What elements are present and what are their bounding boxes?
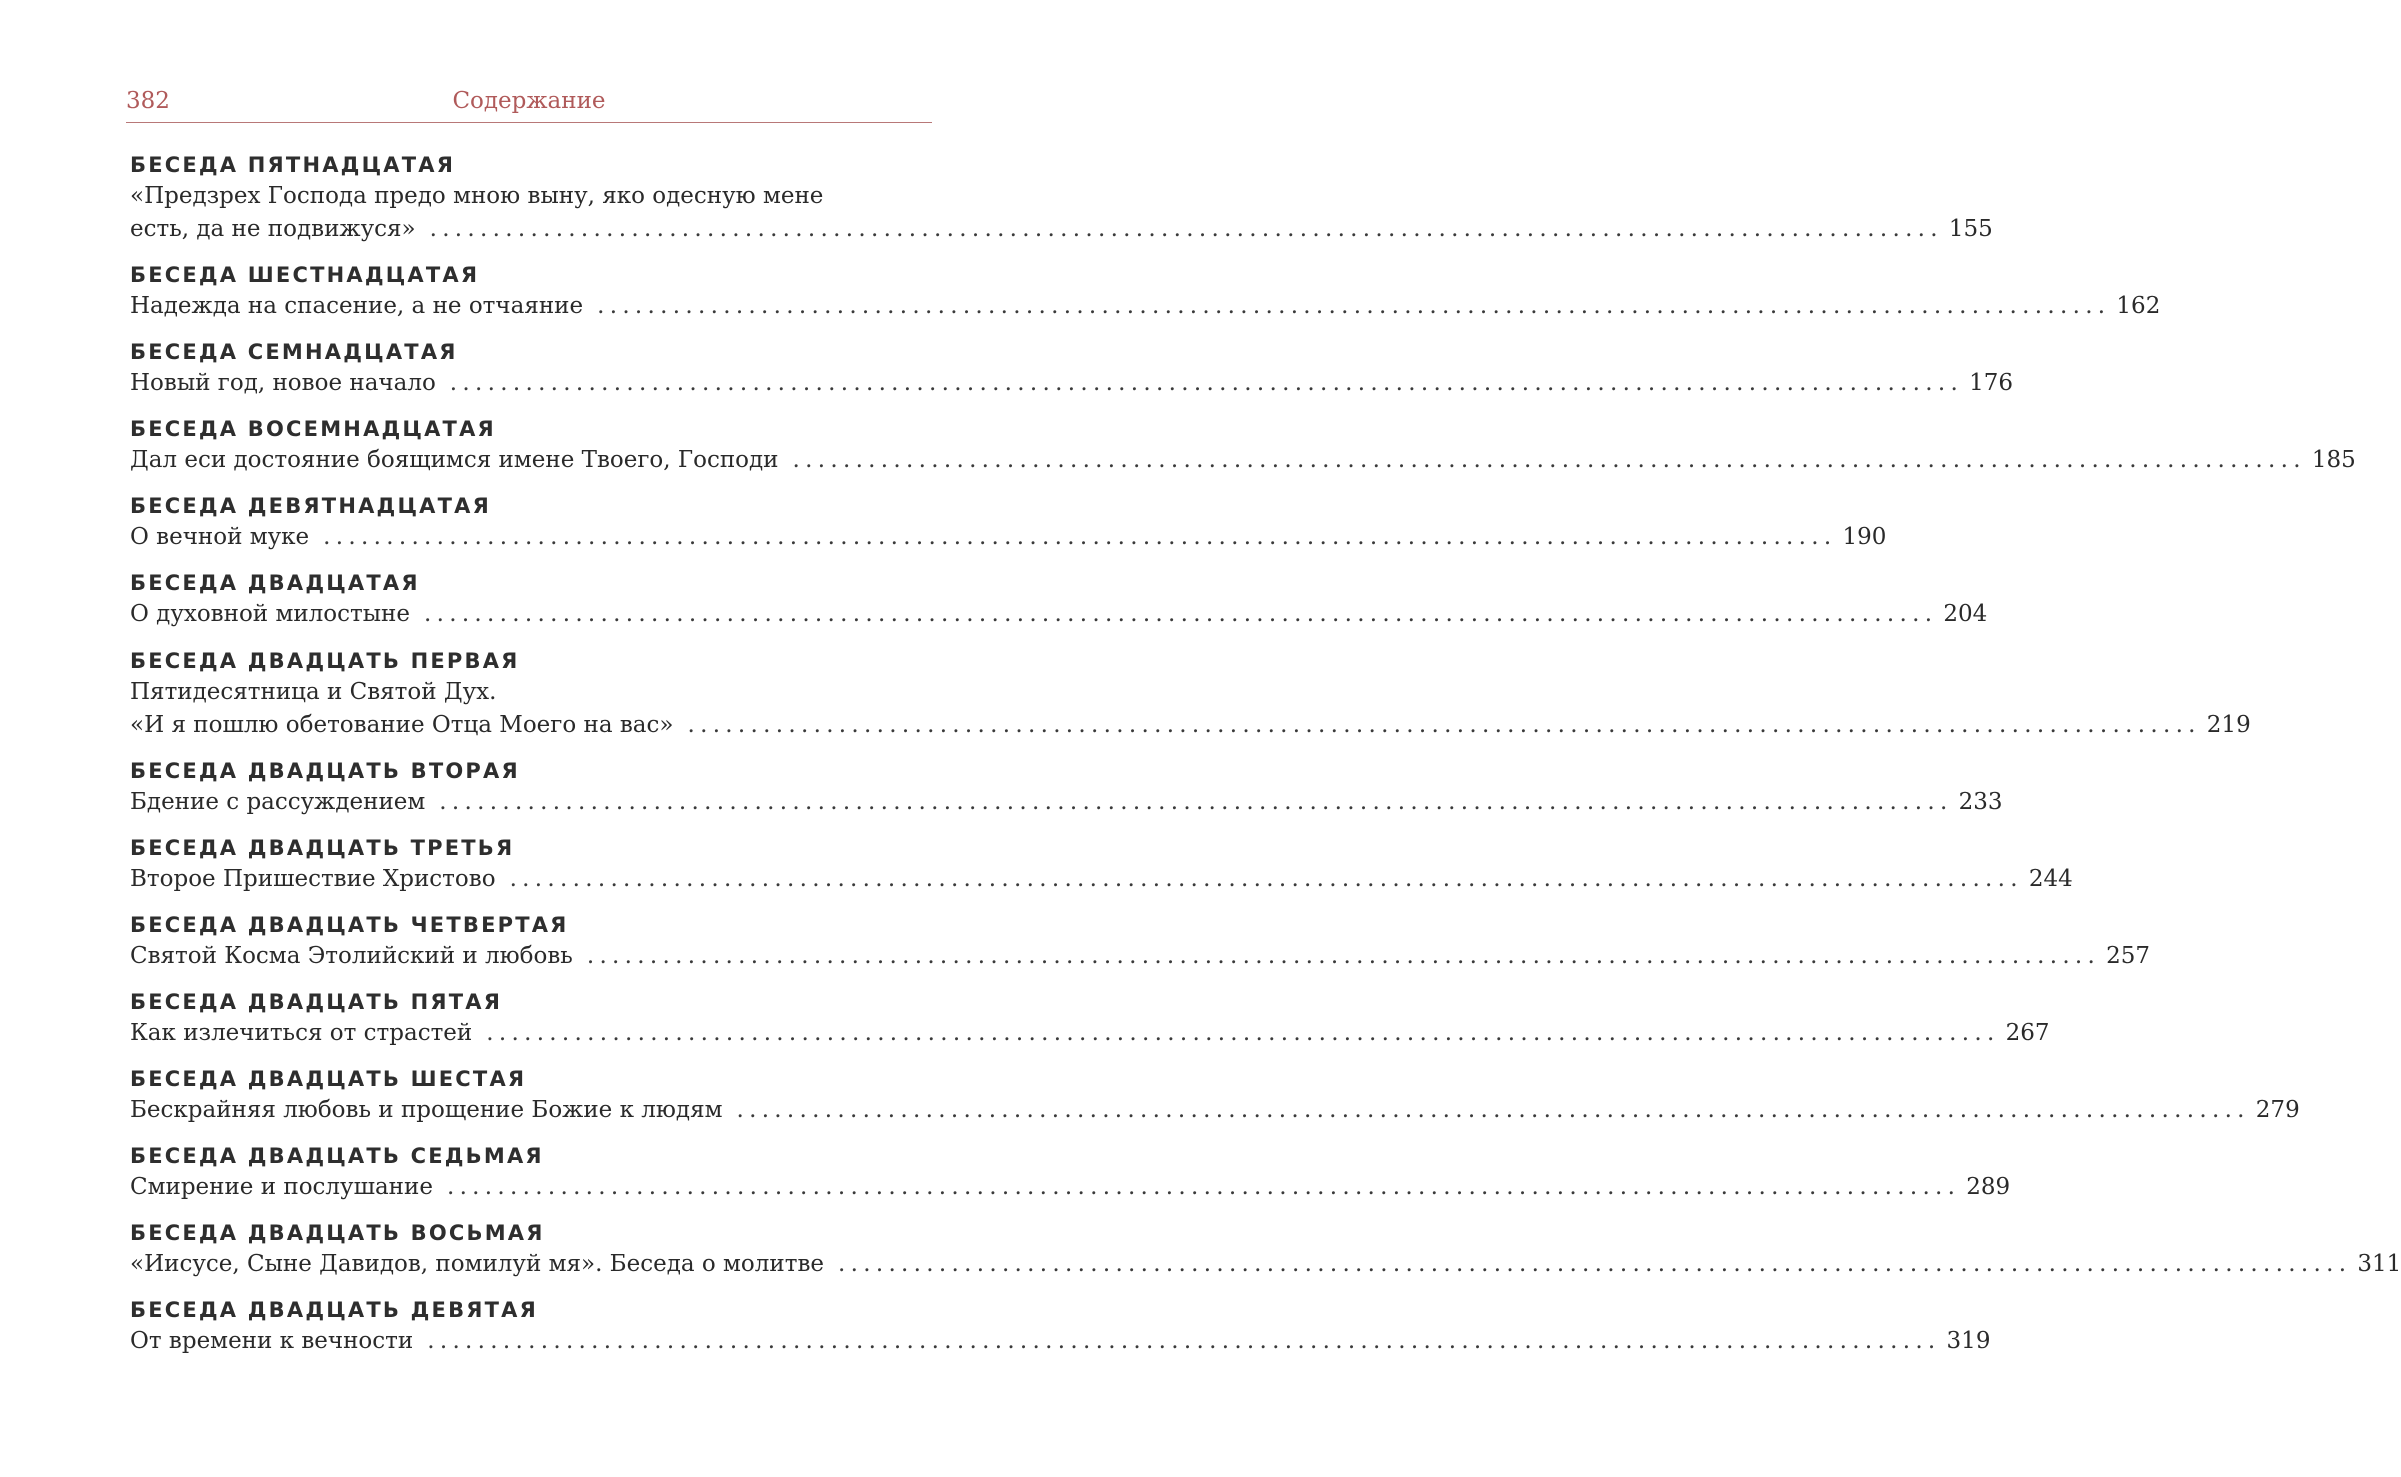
dot-leader: ........................................................................................................................ bbox=[427, 1328, 1941, 1355]
dot-leader: ........................................................................................................................ bbox=[509, 865, 2023, 892]
toc-page-number: 155 bbox=[1948, 216, 1993, 242]
toc-entry-title-line: «И я пошлю обетование Отца Моего на вас» bbox=[130, 711, 674, 738]
toc-entry-title-line: есть, да не подвижуся» bbox=[130, 216, 416, 242]
toc-entry-heading: БЕСЕДА СЕМНАДЦАТАЯ bbox=[130, 340, 458, 365]
toc-entry-row bbox=[130, 213, 1993, 246]
toc-entry-row bbox=[130, 598, 1988, 631]
toc-entry-heading: БЕСЕДА ДВАДЦАТЬ ВОСЬМАЯ bbox=[130, 1221, 545, 1246]
toc-entry-heading: БЕСЕДА ШЕСТНАДЦАТАЯ bbox=[130, 263, 480, 288]
dot-leader: ........................................................................................................................ bbox=[736, 1097, 2250, 1124]
toc-entry-heading: БЕСЕДА ПЯТНАДЦАТАЯ bbox=[130, 153, 456, 177]
toc-entry-row bbox=[130, 521, 1887, 554]
toc-entry-row bbox=[130, 444, 2356, 477]
dot-leader: ........................................................................................................................ bbox=[838, 1251, 2352, 1278]
toc-page-number: 185 bbox=[2311, 447, 2356, 474]
dot-leader: ........................................................................................................................ bbox=[429, 216, 1943, 242]
toc-entry-title-line: Как излечиться от страстей bbox=[130, 1019, 473, 1046]
toc-entry-title-line: «Предзрех Господа предо мною выну, яко одесную мене bbox=[130, 183, 824, 209]
toc-entry-title-line: «Иисусе, Сыне Давидов, помилуй мя». Беседа о молитве bbox=[130, 1251, 824, 1278]
running-title: Содержание bbox=[452, 88, 606, 114]
dot-leader: ........................................................................................................................ bbox=[446, 1174, 1961, 1201]
toc-entry bbox=[130, 646, 2251, 742]
toc-entry-row bbox=[130, 940, 2151, 973]
toc-entry bbox=[130, 568, 1988, 631]
toc-entry-heading: БЕСЕДА ДВАДЦАТЬ ШЕСТАЯ bbox=[130, 1067, 527, 1092]
toc-entry-title-line: От времени к вечности bbox=[130, 1328, 414, 1355]
toc-entry-title-line: Бдение с рассуждением bbox=[130, 788, 426, 815]
toc-entry-title-line: Дал еси достояние боящимся имене Твоего, Господи bbox=[130, 447, 779, 474]
dot-leader: ........................................................................................................................ bbox=[423, 601, 1938, 628]
toc-entry-title-line: Святой Косма Этолийский и любовь bbox=[130, 942, 573, 969]
dot-leader: ........................................................................................................................ bbox=[792, 447, 2306, 474]
toc-entry bbox=[130, 337, 2014, 400]
toc-page-number: 176 bbox=[1969, 370, 2014, 397]
toc-entry-row bbox=[130, 1171, 2011, 1204]
dot-leader: ........................................................................................................................ bbox=[449, 370, 1964, 397]
toc-entry-heading: БЕСЕДА ДВАДЦАТЬ ДЕВЯТАЯ bbox=[130, 1298, 538, 1323]
toc-entry bbox=[130, 260, 2161, 323]
dot-leader: ........................................................................................................................ bbox=[486, 1019, 2000, 1046]
toc-entry-heading: БЕСЕДА ДВАДЦАТЬ ПЯТАЯ bbox=[130, 989, 503, 1014]
toc-entry-heading: БЕСЕДА ВОСЕМНАДЦАТАЯ bbox=[130, 417, 496, 442]
toc-entry-row bbox=[130, 863, 2073, 896]
toc-page-number: 257 bbox=[2106, 942, 2151, 969]
toc-entry-heading: БЕСЕДА ДВАДЦАТЬ СЕДЬМАЯ bbox=[130, 1144, 544, 1169]
toc-entry-title-line: Пятидесятница и Святой Дух. bbox=[130, 678, 497, 705]
toc-entry bbox=[130, 756, 2003, 819]
toc-page-number: 190 bbox=[1842, 524, 1887, 551]
toc-page-number: 279 bbox=[2255, 1097, 2300, 1124]
dot-leader: ........................................................................................................................ bbox=[597, 293, 2111, 320]
toc-entry bbox=[130, 910, 2151, 973]
toc-page-number: 204 bbox=[1943, 601, 1988, 628]
toc-entry-row bbox=[130, 367, 2014, 400]
dot-leader: ........................................................................................................................ bbox=[323, 524, 1837, 551]
dot-leader: ........................................................................................................................ bbox=[687, 711, 2201, 738]
running-header bbox=[126, 86, 932, 123]
toc-page-number: 319 bbox=[1946, 1328, 1991, 1355]
toc-page-number: 267 bbox=[2005, 1019, 2050, 1046]
toc-entry-heading: БЕСЕДА ДЕВЯТНАДЦАТАЯ bbox=[130, 494, 491, 519]
toc-entry bbox=[130, 414, 2356, 477]
toc-entry-title-line: О вечной муке bbox=[130, 524, 310, 551]
toc-entry bbox=[130, 1064, 2300, 1127]
toc-entry-title-line: Второе Пришествие Христово bbox=[130, 865, 496, 892]
toc-entry-heading: БЕСЕДА ДВАДЦАТЬ ЧЕТВЕРТАЯ bbox=[130, 912, 569, 937]
toc-entry-row bbox=[130, 1248, 2401, 1281]
dot-leader: ........................................................................................................................ bbox=[586, 942, 2101, 969]
toc-entry bbox=[130, 491, 1887, 554]
toc-page-number: 219 bbox=[2206, 711, 2251, 738]
toc-page-number: 244 bbox=[2028, 865, 2073, 892]
toc-entry bbox=[130, 1141, 2011, 1204]
dot-leader: ........................................................................................................................ bbox=[439, 788, 1953, 815]
toc-entry-heading: БЕСЕДА ДВАДЦАТЬ ТРЕТЬЯ bbox=[130, 835, 515, 860]
toc-page-number: 162 bbox=[2116, 293, 2161, 320]
toc-entry bbox=[130, 1218, 2401, 1281]
toc-entry-title-line: Смирение и послушание bbox=[130, 1174, 433, 1201]
toc-entry-title-line: Новый год, новое начало bbox=[130, 370, 436, 397]
toc-page-number: 289 bbox=[1966, 1174, 2011, 1201]
table-of-contents bbox=[130, 150, 2401, 1372]
toc-entry-title-line: О духовной милостыне bbox=[130, 601, 410, 628]
toc-entry-row bbox=[130, 290, 2161, 323]
toc-page-number: 233 bbox=[1958, 788, 2003, 815]
toc-page-number: 311 bbox=[2357, 1251, 2401, 1278]
toc-entry bbox=[130, 987, 2050, 1050]
page-number: 382 bbox=[126, 88, 170, 114]
toc-entry-row bbox=[130, 786, 2003, 819]
toc-entry-heading: БЕСЕДА ДВАДЦАТЬ ВТОРАЯ bbox=[130, 758, 520, 783]
toc-entry-row bbox=[130, 709, 2251, 742]
toc-entry-title-line: Надежда на спасение, а не отчаяние bbox=[130, 293, 584, 320]
toc-entry-row bbox=[130, 1325, 1991, 1358]
toc-entry-row bbox=[130, 1094, 2300, 1127]
toc-entry-heading: БЕСЕДА ДВАДЦАТАЯ bbox=[130, 571, 420, 596]
toc-entry-row bbox=[130, 1017, 2050, 1050]
toc-entry bbox=[130, 1295, 1991, 1358]
toc-entry-title-line: Бескрайняя любовь и прощение Божие к людям bbox=[130, 1097, 723, 1124]
toc-entry bbox=[130, 833, 2073, 896]
toc-entry-heading: БЕСЕДА ДВАДЦАТЬ ПЕРВАЯ bbox=[130, 648, 520, 673]
toc-entry bbox=[130, 150, 1993, 246]
